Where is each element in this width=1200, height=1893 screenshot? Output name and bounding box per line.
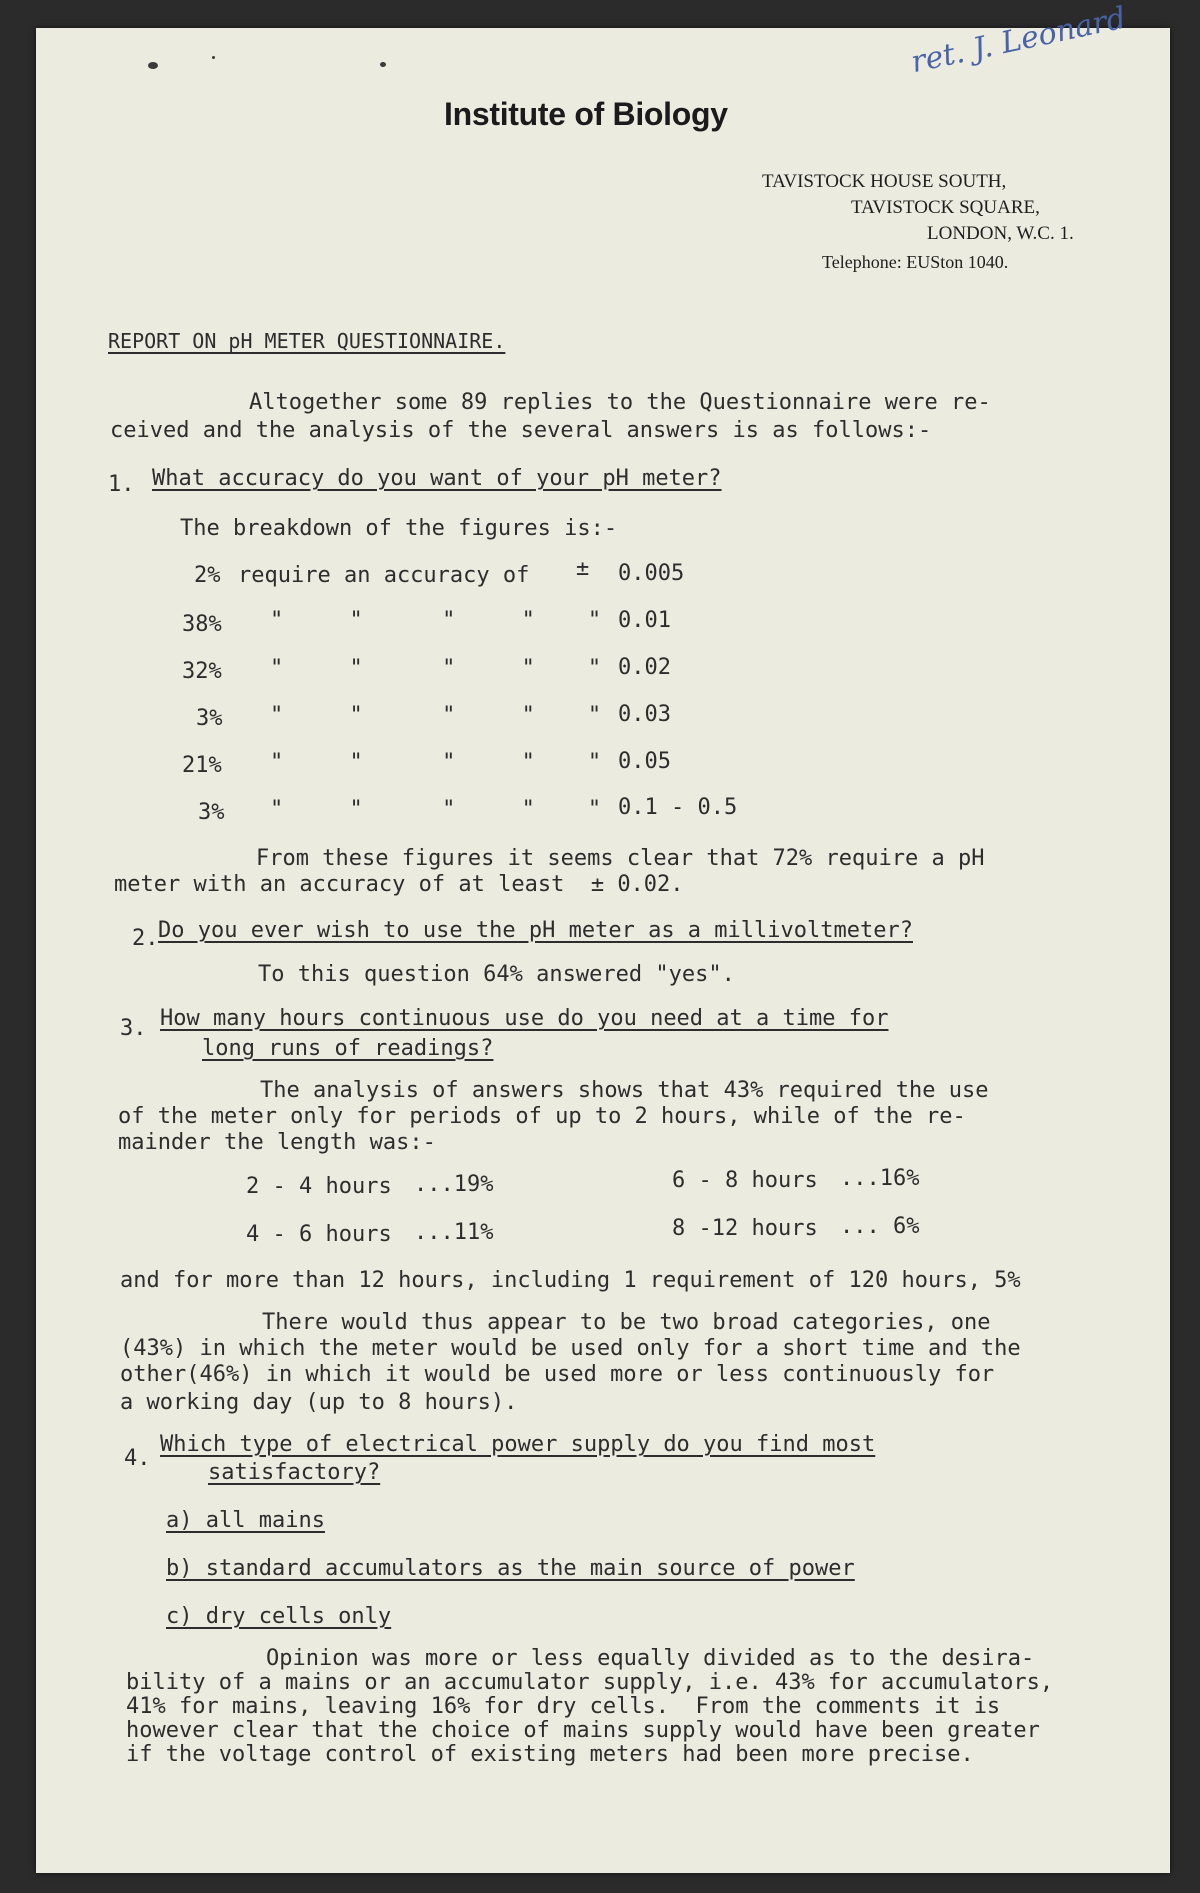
address-line-1: TAVISTOCK HOUSE SOUTH, [762, 171, 1007, 192]
intro-line-2: ceived and the analysis of the several answers is as follows:- [110, 418, 932, 443]
q3-analysis-line-2: of the meter only for periods of up to 2 hours, while of the re- [118, 1104, 966, 1129]
q4-option-b: b) standard accumulators as the main source of power [166, 1556, 855, 1581]
duration-pct: ... 6% [840, 1214, 920, 1239]
plus-minus-symbol: ± [576, 556, 590, 581]
accuracy-pct: 3% [196, 706, 223, 731]
report-title: REPORT ON pH METER QUESTIONNAIRE. [108, 329, 506, 353]
accuracy-value: 0.05 [618, 749, 671, 774]
q3-summary-line-1: There would thus appear to be two broad categories, one [262, 1310, 991, 1335]
duration-range: 4 - 6 hours [246, 1222, 392, 1247]
q3-analysis-line-3: mainder the length was:- [118, 1130, 436, 1155]
q2-question: Do you ever wish to use the pH meter as a millivoltmeter? [158, 918, 913, 943]
accuracy-pct: 3% [198, 800, 225, 825]
q4-option-a: a) all mains [166, 1508, 325, 1533]
accuracy-value: 0.01 [618, 608, 671, 633]
q1-number: 1. [108, 472, 135, 497]
q4-opinion-line-5: if the voltage control of existing meters had been more precise. [126, 1742, 974, 1767]
q3-summary-line-4: a working day (up to 8 hours). [120, 1390, 518, 1415]
ink-mark [212, 56, 215, 59]
q4-opinion-line-2: bility of a mains or an accumulator supply, i.e. 43% for accumulators, [126, 1670, 1054, 1695]
q2-number: 2. [132, 926, 159, 951]
ditto-marks: " " " " " [270, 608, 602, 633]
telephone: Telephone: EUSton 1040. [822, 252, 1009, 272]
accuracy-pct: 38% [182, 612, 222, 637]
q4-option-c: c) dry cells only [166, 1604, 392, 1629]
q4-question-line-2: satisfactory? [208, 1460, 381, 1485]
accuracy-value: 0.03 [618, 702, 671, 727]
duration-pct: ...16% [840, 1166, 920, 1191]
accuracy-pct: 32% [182, 659, 222, 684]
address-line-2: TAVISTOCK SQUARE, [851, 197, 1040, 218]
accuracy-pct: 2% [194, 563, 221, 588]
letterhead-title: Institute of Biology [444, 96, 728, 132]
q3-analysis-line-1: The analysis of answers shows that 43% required the use [260, 1078, 989, 1103]
duration-range: 2 - 4 hours [246, 1174, 392, 1199]
q4-number: 4. [124, 1446, 151, 1471]
ditto-marks: " " " " " [270, 703, 602, 728]
document-page [36, 28, 1170, 1873]
q4-question-line-1: Which type of electrical power supply do you find most [160, 1432, 876, 1457]
duration-pct: ...19% [414, 1172, 494, 1197]
q3-question-line-1: How many hours continuous use do you need at a time for [160, 1006, 889, 1031]
q3-summary-line-3: other(46%) in which it would be used more or less continuously for [120, 1362, 995, 1387]
q1-breakdown-intro: The breakdown of the figures is:- [180, 516, 618, 541]
duration-range: 6 - 8 hours [672, 1168, 818, 1193]
q1-conclusion-line-1: From these figures it seems clear that 72% require a pH [256, 846, 985, 871]
q2-answer: To this question 64% answered "yes". [258, 962, 735, 987]
ditto-marks: " " " " " [270, 797, 602, 822]
address-line-3: LONDON, W.C. 1. [927, 223, 1074, 244]
accuracy-value: 0.02 [618, 655, 671, 680]
ditto-marks: " " " " " [270, 750, 602, 775]
q3-summary-line-2: (43%) in which the meter would be used only for a short time and the [120, 1336, 1021, 1361]
q4-opinion-line-3: 41% for mains, leaving 16% for dry cells. From the comments it is [126, 1694, 1001, 1719]
q3-question-line-2: long runs of readings? [202, 1036, 494, 1061]
handwritten-annotation: ret. J. Leonard [908, 0, 1129, 81]
intro-line-1: Altogether some 89 replies to the Questionnaire were re- [249, 390, 991, 415]
q3-over-12-hours: and for more than 12 hours, including 1 requirement of 120 hours, 5% [120, 1268, 1021, 1293]
accuracy-pct: 21% [182, 753, 222, 778]
q4-opinion-line-4: however clear that the choice of mains supply would have been greater [126, 1718, 1040, 1743]
q1-question: What accuracy do you want of your pH meter? [152, 466, 722, 491]
accuracy-text: require an accuracy of [238, 563, 530, 588]
ink-mark [380, 62, 386, 67]
accuracy-value: 0.1 - 0.5 [618, 795, 738, 820]
ditto-marks: " " " " " [270, 656, 602, 681]
q1-conclusion-line-2: meter with an accuracy of at least ± 0.02. [114, 872, 684, 897]
q4-opinion-line-1: Opinion was more or less equally divided as to the desira- [266, 1646, 1035, 1671]
q3-number: 3. [120, 1016, 147, 1041]
duration-range: 8 -12 hours [672, 1216, 818, 1241]
ink-mark [148, 62, 158, 69]
accuracy-value: 0.005 [618, 561, 685, 586]
duration-pct: ...11% [414, 1220, 494, 1245]
